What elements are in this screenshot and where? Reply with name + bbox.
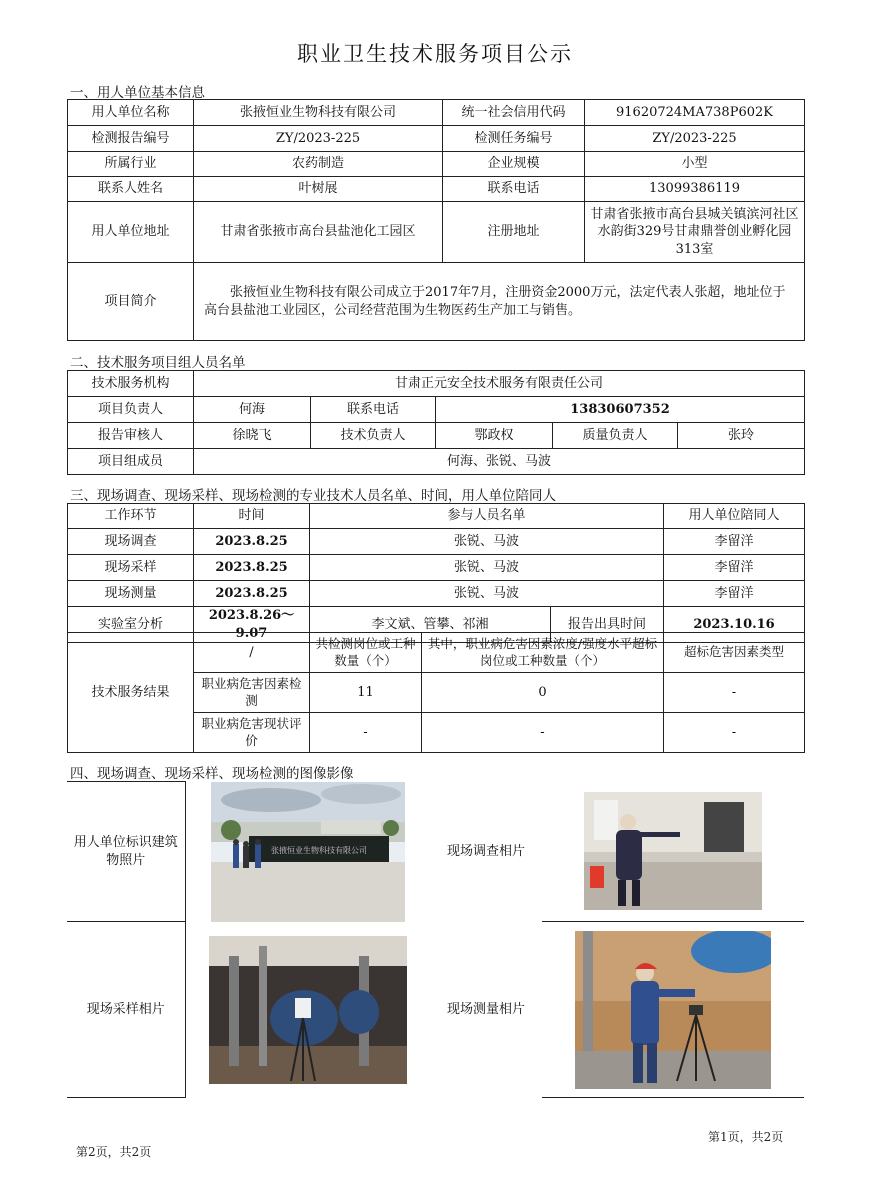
lab-time-cell: 2023.8.26～9.07 (194, 607, 310, 643)
report-no-label: 检测报告编号 (68, 126, 194, 152)
stage-header: 工作环节 (68, 504, 194, 529)
leader-label: 项目负责人 (68, 397, 194, 423)
tel-value: 13830607352 (436, 397, 805, 423)
escort-cell: 李留洋 (664, 529, 805, 555)
page-footer-left: 第2页，共2页 (76, 1145, 152, 1159)
time-cell: 2023.8.25 (194, 529, 310, 555)
r2-type: - (664, 713, 805, 753)
reviewer-label: 报告审核人 (68, 423, 194, 449)
r1-label: 职业病危害因素检测 (194, 673, 310, 713)
p1-label: 用人单位标识建筑物照片 (67, 782, 185, 922)
exceed-header: 其中，职业病危害因素浓度/强度水平超标岗位或工种数量（个） (422, 633, 664, 673)
stage-cell: 现场采样 (68, 555, 194, 581)
reg-address-label: 注册地址 (443, 202, 585, 263)
industry-label: 所属行业 (68, 152, 194, 177)
company-building-photo (211, 782, 405, 922)
quality-value: 张玲 (678, 423, 805, 449)
escort-cell: 李留洋 (664, 581, 805, 607)
org-value: 甘肃正元安全技术服务有限责任公司 (194, 371, 805, 397)
page-footer-right: 第1页，共2页 (708, 1130, 784, 1144)
company-label: 用人单位名称 (68, 100, 194, 126)
total-header: 共检测岗位或工种数量（个） (310, 633, 422, 673)
stage-cell: 现场调查 (68, 529, 194, 555)
escort-cell: 李留洋 (664, 555, 805, 581)
people-cell: 张锐、马波 (310, 581, 664, 607)
task-no-value: ZY/2023-225 (585, 126, 805, 152)
basic-info-table (67, 99, 805, 341)
intro-label: 项目简介 (68, 263, 194, 341)
phone-value: 13099386119 (585, 177, 805, 202)
tech-value: 鄂政权 (436, 423, 553, 449)
section-4-heading: 四、现场调查、现场采样、现场检测的图像影像 (70, 766, 354, 782)
contact-label: 联系人姓名 (68, 177, 194, 202)
r1-total: 11 (310, 673, 422, 713)
results-table (67, 632, 805, 753)
report-date-label: 报告出具时间 (551, 607, 664, 643)
address-value: 甘肃省张掖市高台县盐池化工园区 (194, 202, 443, 263)
people-cell: 张锐、马波 (310, 555, 664, 581)
section-3-heading: 三、现场调查、现场采样、现场检测的专业技术人员名单、时间，用人单位陪同人 (70, 488, 556, 504)
escort-header: 用人单位陪同人 (664, 504, 805, 529)
people-cell: 张锐、马波 (310, 529, 664, 555)
p3-cell (185, 922, 430, 1098)
people-header: 参与人员名单 (310, 504, 664, 529)
p3-label: 现场采样相片 (67, 922, 185, 1098)
company-sign-text: 张掖恒业生物科技有限公司 (270, 845, 367, 855)
p4-cell (542, 922, 804, 1098)
r2-exceed: - (422, 713, 664, 753)
field-work-table (67, 503, 805, 643)
time-cell: 2023.8.25 (194, 555, 310, 581)
reg-address-value: 甘肃省张掖市高台县城关镇滨河社区水韵街329号甘肃鼎誉创业孵化园313室 (585, 202, 805, 263)
r1-type: - (664, 673, 805, 713)
site-sampling-photo (209, 936, 407, 1084)
r2-label: 职业病危害现状评价 (194, 713, 310, 753)
industry-value: 农药制造 (194, 152, 443, 177)
p2-label: 现场调查相片 (446, 843, 525, 859)
p2-cell (542, 782, 804, 922)
credit-label: 统一社会信用代码 (443, 100, 585, 126)
p1-cell (185, 782, 430, 922)
team-table (67, 370, 805, 475)
table-row (68, 581, 805, 607)
report-date-value: 2023.10.16 (664, 607, 805, 643)
scale-label: 企业规模 (443, 152, 585, 177)
phone-label: 联系电话 (443, 177, 585, 202)
section-1-heading: 一、用人单位基本信息 (70, 85, 205, 101)
time-cell: 2023.8.25 (194, 581, 310, 607)
quality-label: 质量负责人 (553, 423, 678, 449)
time-header: 时间 (194, 504, 310, 529)
tech-label: 技术负责人 (311, 423, 436, 449)
contact-value: 叶树展 (194, 177, 443, 202)
tel-label: 联系电话 (311, 397, 436, 423)
type-header: 超标危害因素类型 (664, 633, 805, 673)
reviewer-value: 徐晓飞 (194, 423, 311, 449)
company-value: 张掖恒业生物科技有限公司 (194, 100, 443, 126)
credit-value: 91620724MA738P602K (585, 100, 805, 126)
leader-value: 何海 (194, 397, 311, 423)
table-row (68, 555, 805, 581)
stage-cell: 现场测量 (68, 581, 194, 607)
org-label: 技术服务机构 (68, 371, 194, 397)
r1-exceed: 0 (422, 673, 664, 713)
scale-value: 小型 (585, 152, 805, 177)
results-label: 技术服务结果 (68, 633, 194, 753)
members-value: 何海、张锐、马波 (194, 449, 805, 475)
section-2-heading: 二、技术服务项目组人员名单 (70, 355, 246, 371)
r2-total: - (310, 713, 422, 753)
lab-stage-cell: 实验室分析 (68, 607, 194, 643)
address-label: 用人单位地址 (68, 202, 194, 263)
page-title: 职业卫生技术服务项目公示 (297, 42, 573, 66)
p4-label: 现场测量相片 (446, 1001, 525, 1017)
site-measurement-photo (575, 931, 771, 1089)
intro-value: 张掖恒业生物科技有限公司成立于2017年7月，注册资金2000万元，法定代表人张超，地址位于高台县盐池工业园区，公司经营范围为生物医药生产加工与销售。 (194, 263, 805, 341)
site-survey-photo (584, 792, 762, 910)
lab-people-cell: 李文斌、管攀、祁湘 (310, 607, 551, 643)
table-row (68, 529, 805, 555)
task-no-label: 检测任务编号 (443, 126, 585, 152)
members-label: 项目组成员 (68, 449, 194, 475)
results-slash: / (194, 633, 310, 673)
report-no-value: ZY/2023-225 (194, 126, 443, 152)
photo-table (67, 781, 804, 1098)
